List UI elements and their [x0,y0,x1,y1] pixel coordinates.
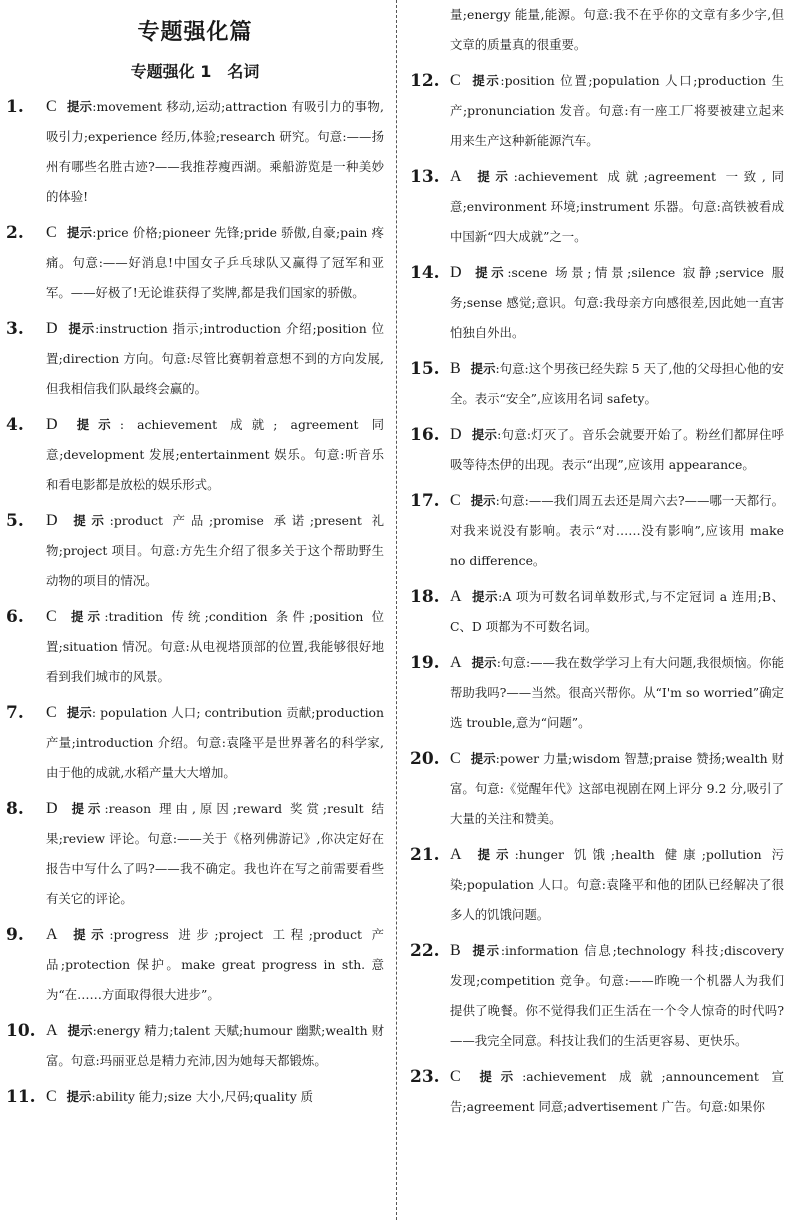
item-answer: A [450,654,462,671]
item-number: 12. [410,71,440,91]
sub-title-number: 专题强化 1 [130,62,212,81]
item-answer: C [450,750,461,767]
answer-item [410,840,784,930]
item-answer: B [450,942,461,959]
answer-item [6,698,384,788]
item-explanation: :instruction 指示;introduction 介绍;position 位置;direction 方向。句意:尽管比赛朝着意想不到的方向发展,但我相信我们队最终会赢的。 [46,321,384,396]
item-number: 11. [6,1087,36,1107]
answer-item [410,66,784,156]
item-explanation: :achievement 成就;agreement 一致,同意;environment 环境;instrument 乐器。句意:高铁被看成中国新“四大成就”之一。 [450,169,785,244]
item-answer: C [450,492,461,509]
column-divider [396,0,397,1220]
item-answer: D [46,800,58,817]
answer-item [6,794,384,914]
item-hint-label: 提示 [470,73,501,88]
item-number: 6. [6,607,24,627]
item-hint-label: 提示 [67,417,120,432]
item-hint-label: 提示 [66,225,93,240]
item-explanation: :product 产品;promise 承诺;present 礼物;project 项目。句意:方先生介绍了很多关于这个帮助野生动物的项目的情况。 [46,513,384,588]
item-number: 9. [6,925,24,945]
item-number: 1. [6,97,24,117]
item-explanation: :achievement 成就;announcement 宣告;agreement 同意;advertisement 广告。句意:如果你 [450,1069,784,1114]
item-continuation: 量;energy 能量,能源。句意:我不在乎你的文章有多少字,但文章的质量真的很重要。 [450,7,784,52]
section-title: 专题强化篇 [137,20,253,45]
item-answer: D [46,416,58,433]
answer-item [410,486,784,576]
answer-item [410,744,784,834]
answer-item [410,162,784,252]
item-explanation: :movement 移动,运动;attraction 有吸引力的事物,吸引力;experience 经历,体验;research 研究。句意:——扬州有哪些名胜古迹?——我推荐瘦西湖。乘船游览是一种美妙的体验! [46,99,384,204]
item-hint-label: 提示 [67,321,96,336]
sub-title [6,58,384,86]
item-explanation: :ability 能力;size 大小,尺码;quality 质 [91,1089,314,1104]
item-number: 13. [410,167,440,187]
answer-item [6,602,384,692]
item-number: 17. [410,491,440,511]
item-number: 5. [6,511,24,531]
item-explanation: :reason 理由,原因;reward 奖赏;result 结果;review 评论。句意:——关于《格列佛游记》,你决定好在报告中写什么了吗?——我不确定。我也许在写之前需要看些有关它的评论。 [46,801,384,906]
item-number: 8. [6,799,24,819]
item-hint-label: 提示 [67,513,110,528]
item-answer: C [450,72,461,89]
answer-item [410,582,784,642]
answer-item [410,648,784,738]
item-number: 19. [410,653,440,673]
item-answer: A [450,588,462,605]
item-explanation: :句意:——我们周五去还是周六去?——哪一天都行。对我来说没有影响。表示“对……没有影响”,应该用 make no difference。 [450,493,784,568]
answer-item [410,258,784,348]
item-explanation: : achievement 成就; agreement 同意;development 发展;entertainment 娱乐。句意:听音乐和看电影都是放松的娱乐形式。 [46,417,384,492]
item-answer: A [46,926,58,943]
item-hint-label: 提示 [470,361,496,376]
item-hint-label: 提示 [470,1069,523,1084]
item-answer: C [46,1088,57,1105]
item-number: 23. [410,1067,440,1087]
sub-title-topic: 名词 [227,62,260,81]
item-hint-label: 提示 [470,751,496,766]
item-hint-label: 提示 [471,427,498,442]
item-explanation: :information 信息;technology 科技;discovery 发现;competition 竞争。句意:——昨晚一个机器人为我们提供了晚餐。你不觉得我们正生活在一个令人惊奇的时代吗?——我完全同意。科技让我们的生活更容易、更快乐。 [450,943,784,1048]
item-answer: A [46,1022,58,1039]
item-answer: A [450,846,462,863]
item-answer: D [450,264,462,281]
item-explanation: :句意:这个男孩已经失踪 5 天了,他的父母担心他的安全。表示“安全”,应该用名词 safety。 [450,361,784,406]
item-number: 22. [410,941,440,961]
item-answer: C [46,224,57,241]
item-number: 16. [410,425,440,445]
item-explanation: :position 位置;population 人口;production 生产;pronunciation 发音。句意:有一座工厂将要被建立起来用来生产这种新能源汽车。 [450,73,784,148]
answer-item [6,920,384,1010]
item-answer: B [450,360,461,377]
item-number: 4. [6,415,24,435]
item-hint-label: 提示 [66,705,92,720]
item-hint-label: 提示 [471,847,515,862]
item-number: 10. [6,1021,36,1041]
item-answer: D [46,320,58,337]
item-answer: D [450,426,462,443]
item-hint-label: 提示 [67,1023,93,1038]
item-explanation: :progress 进步;project 工程;product 产品;protection 保护。make great progress in sth. 意为“在……方面取得很大进步”。 [46,927,384,1002]
item-answer: C [46,608,57,625]
answer-item [410,420,784,480]
answer-item [6,410,384,500]
answer-item [6,506,384,596]
item-answer: C [46,704,57,721]
answer-item [6,1016,384,1076]
answer-item [6,218,384,308]
item-answer: A [450,168,462,185]
item-number: 20. [410,749,440,769]
item-number: 18. [410,587,440,607]
item-hint-label: 提示 [66,609,105,624]
answer-item [410,1062,784,1122]
answer-item [6,314,384,404]
item-hint-label: 提示 [470,943,501,958]
item-hint-label: 提示 [471,265,508,280]
item-explanation: :price 价格;pioneer 先锋;pride 骄傲,自豪;pain 疼痛。句意:——好消息!中国女子乒乓球队又赢得了冠军和亚军。——好极了!无论谁获得了奖牌,都是我们国家的骄傲。 [46,225,385,300]
item-explanation: :句意:灯灭了。音乐会就要开始了。粉丝们都屏住呼吸等待杰伊的出现。表示“出现”,应该用 appearance。 [450,427,784,472]
answer-item [410,354,784,414]
item-hint-label: 提示 [471,655,497,670]
item-hint-label: 提示 [471,169,514,184]
item-number: 21. [410,845,440,865]
item-hint-label: 提示 [471,589,499,604]
item-number: 15. [410,359,440,379]
item-number: 3. [6,319,24,339]
item-number: 14. [410,263,440,283]
item-hint-label: 提示 [67,801,105,816]
item-number: 7. [6,703,24,723]
item-explanation: : population 人口; contribution 贡献;production 产量;introduction 介绍。句意:袁隆平是世界著名的科学家,由于他的成就,水稻产量大大增加。 [46,705,385,780]
item-hint-label: 提示 [67,927,110,942]
item-explanation: :scene 场景;情景;silence 寂静;service 服务;sense 感觉;意识。句意:我母亲方向感很差,因此她一直害怕独自外出。 [450,265,784,340]
answer-item [6,1082,384,1112]
item-answer: C [450,1068,461,1085]
item-hint-label: 提示 [470,493,496,508]
answer-item [410,936,784,1056]
item-hint-label: 提示 [66,99,93,114]
item-answer: D [46,512,58,529]
item-explanation: :hunger 饥饿;health 健康;pollution 污染;population 人口。句意:袁隆平和他的团队已经解决了很多人的饥饿问题。 [450,847,784,922]
item-explanation: :句意:——我在数学学习上有大问题,我很烦恼。你能帮助我吗?——当然。很高兴帮你。从“I'm so worried”确定选 trouble,意为“问题”。 [450,655,785,730]
item-explanation: :energy 精力;talent 天赋;humour 幽默;wealth 财富。句意:玛丽亚总是精力充沛,因为她每天都锻炼。 [46,1023,384,1068]
item-explanation: :power 力量;wisdom 智慧;praise 赞扬;wealth 财富。句意:《觉醒年代》这部电视剧在网上评分 9.2 分,吸引了大量的关注和赞美。 [450,751,785,826]
item-explanation: :A 项为可数名词单数形式,与不定冠词 a 连用;B、C、D 项都为不可数名词。 [450,589,785,634]
item-number: 2. [6,223,24,243]
answer-item [6,92,384,212]
item-answer: C [46,98,57,115]
item-explanation: :tradition 传统;condition 条件;position 位置;situation 情况。句意:从电视塔顶部的位置,我能够很好地看到我们城市的风景。 [46,609,384,684]
right-column [398,0,790,1220]
item-hint-label: 提示 [66,1089,92,1104]
